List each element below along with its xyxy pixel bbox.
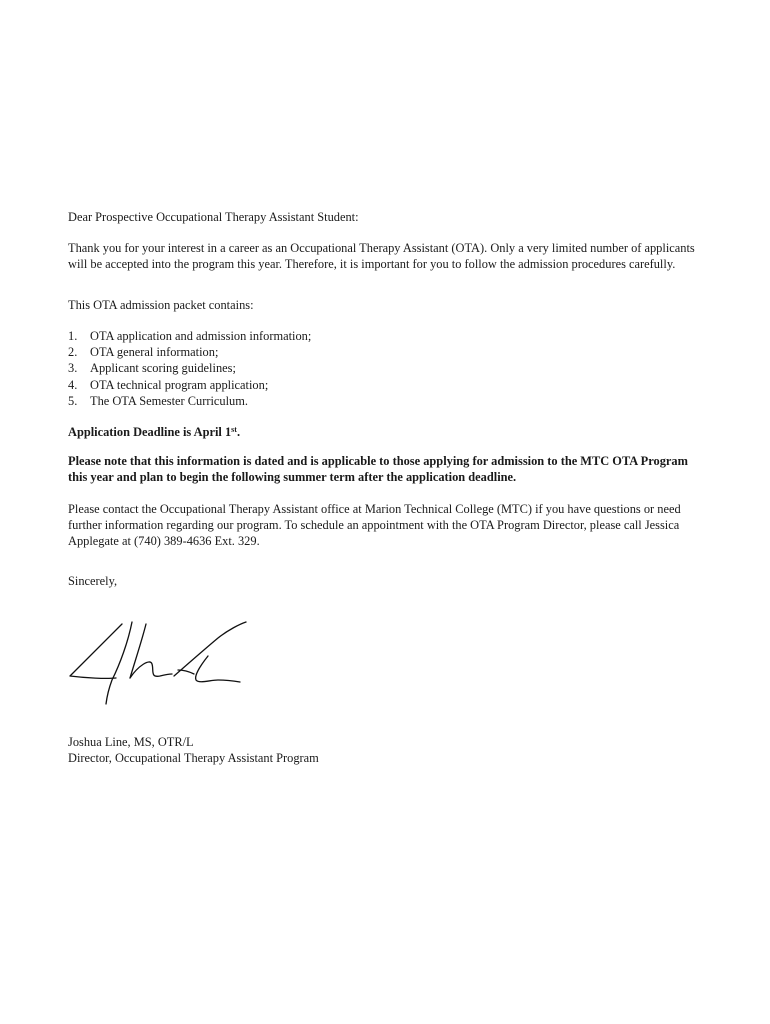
salutation: Dear Prospective Occupational Therapy Assistant Student: [68,210,359,224]
list-item [68,328,708,344]
signer-name: Joshua Line, MS, OTR/L [68,735,194,749]
list-item-number: 3. [68,361,78,376]
letter-body [68,209,708,589]
list-item [68,377,708,393]
signer-title: Director, Occupational Therapy Assistant Program [68,751,319,765]
packet-contents-list [68,328,708,409]
closing: Sincerely, [68,574,118,589]
list-item-number: 1. [68,329,78,343]
list-item-number: 5. [68,393,78,408]
list-item-text: OTA application and admission information; [90,329,312,343]
dated-information-note: Please note that this information is dated and is applicable to those applying for admission to the MTC OTA Program this year and plan to begin the following summer term after the application deadline. [68,454,688,485]
intro-paragraph: Thank you for your interest in a career as an Occupational Therapy Assistant (OTA). Only a very limited number of applicants will be accepted into the program this year. Therefore, it is important for you to follow the admission procedures carefully. [68,241,695,271]
deadline-ordinal-suffix: st [231,425,237,435]
application-deadline [68,424,708,440]
list-item-text: OTA technical program application; [90,377,269,392]
deadline-text: Application Deadline is April 1 [68,425,232,440]
list-item-text: Applicant scoring guidelines; [90,361,236,376]
list-item [68,344,708,360]
handwritten-signature [66,618,251,708]
list-item-text: The OTA Semester Curriculum. [90,393,248,408]
deadline-period: . [236,425,241,440]
list-item-number: 4. [68,377,78,392]
signer-block [68,734,319,766]
list-item-text: OTA general information; [90,345,219,360]
list-item-number: 2. [68,345,78,360]
list-item [68,360,708,376]
list-item [68,393,708,409]
packet-contents-lead: This OTA admission packet contains: [68,298,254,312]
contact-paragraph: Please contact the Occupational Therapy Assistant office at Marion Technical College (MTC) if you have questions or need further information regarding our program. To schedule an appointment with the OTA Program Director, please call Jessica Applegate at (740) 389-4636 Ext. 329. [68,502,681,549]
